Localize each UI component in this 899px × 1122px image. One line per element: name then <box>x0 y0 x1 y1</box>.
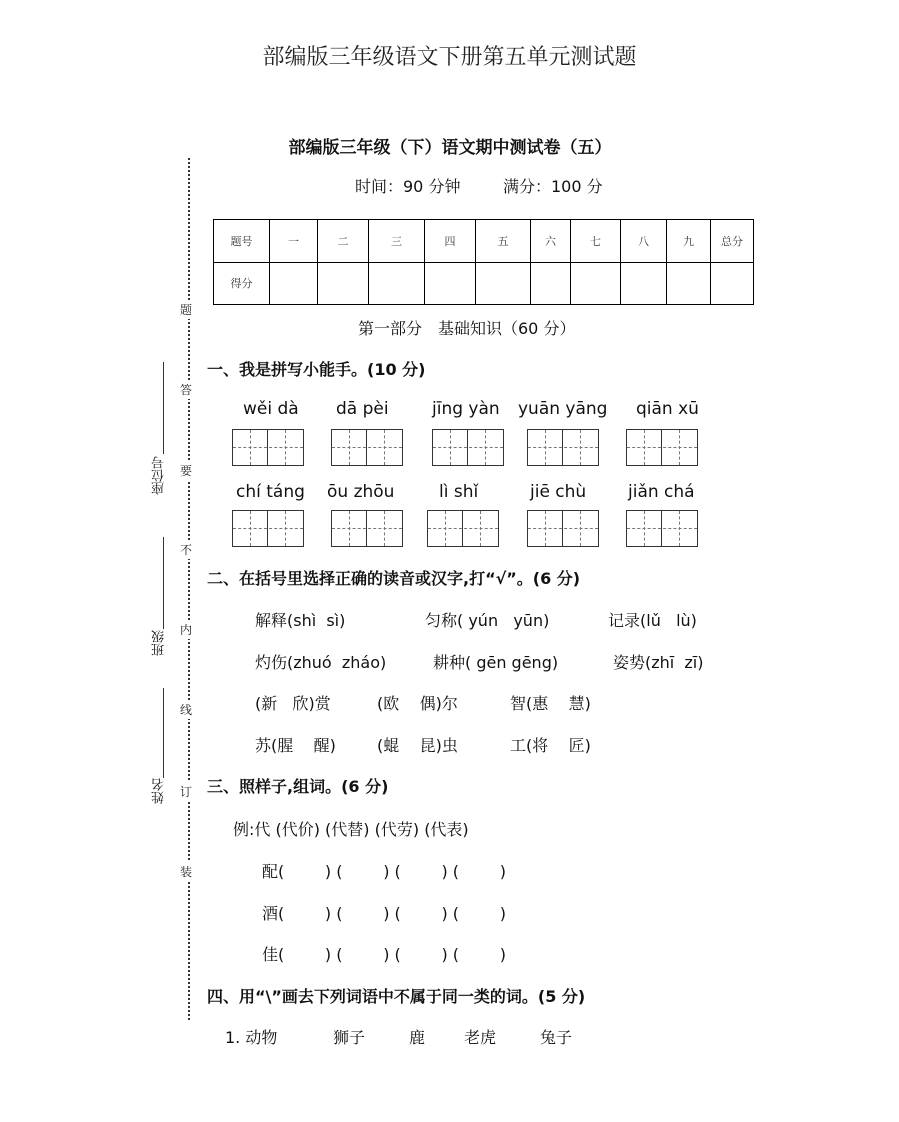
binding-char: 装 <box>180 862 192 881</box>
choice-item[interactable]: (蜫 昆)虫 <box>377 736 458 755</box>
q4-title: 四、用“\”画去下列词语中不属于同一类的词。(5 分) <box>207 987 586 1006</box>
score-cell[interactable] <box>621 262 667 305</box>
q4-word[interactable]: 兔子 <box>540 1028 573 1047</box>
q3-title: 三、照样子,组词。(6 分) <box>207 777 389 796</box>
exam-time: 时间：90 分钟 <box>355 177 461 196</box>
score-header-cell: 九 <box>667 220 711 263</box>
seat-number-label: 座位号 <box>152 456 167 495</box>
binding-char: 订 <box>180 782 192 801</box>
class-label: 班级 <box>152 630 167 656</box>
score-table <box>213 219 754 305</box>
q4-word[interactable]: 老虎 <box>464 1028 497 1047</box>
score-header-cell: 二 <box>318 220 369 263</box>
binding-char: 内 <box>180 620 192 639</box>
pinyin-label: jīng yàn <box>432 399 500 419</box>
writing-grid[interactable] <box>527 429 599 466</box>
writing-grid[interactable] <box>626 510 698 547</box>
binding-char: 线 <box>180 700 192 719</box>
word-blank-row[interactable]: 佳( ) ( ) ( ) ( ) <box>262 945 506 964</box>
binding-char: 答 <box>180 380 192 399</box>
score-cell[interactable] <box>571 262 621 305</box>
writing-grid[interactable] <box>527 510 599 547</box>
name-line <box>163 688 164 778</box>
class-line <box>163 537 164 629</box>
score-cell[interactable] <box>425 262 476 305</box>
score-cell[interactable] <box>531 262 571 305</box>
choice-item[interactable]: 工(将 匠) <box>510 736 591 755</box>
writing-grid[interactable] <box>432 429 504 466</box>
pinyin-label: jiē chù <box>530 482 587 502</box>
choice-item[interactable]: 解释(shì sì) <box>255 611 346 630</box>
part-one-title: 第一部分 基础知识（60 分） <box>358 319 576 338</box>
pinyin-label: jiǎn chá <box>628 482 695 502</box>
binding-char: 要 <box>180 461 192 480</box>
word-blank-row[interactable]: 酒( ) ( ) ( ) ( ) <box>262 904 506 923</box>
exam-full-score: 满分：100 分 <box>503 177 603 196</box>
score-cell[interactable] <box>667 262 711 305</box>
writing-grid[interactable] <box>626 429 698 466</box>
choice-item[interactable]: (欧 偶)尔 <box>377 694 458 713</box>
seat-number-line <box>163 362 164 454</box>
score-row-label: 得分 <box>214 262 270 305</box>
pinyin-label: ōu zhōu <box>327 482 395 502</box>
choice-item[interactable]: 苏(腥 醒) <box>255 736 336 755</box>
pinyin-label: wěi dà <box>243 399 299 419</box>
exam-title: 部编版三年级（下）语文期中测试卷（五） <box>288 138 612 158</box>
choice-item[interactable]: 智(惠 慧) <box>510 694 591 713</box>
binding-dotted-line <box>188 158 190 1020</box>
choice-item[interactable]: 姿势(zhī zī) <box>613 653 704 672</box>
q3-example: 例:代 (代价) (代替) (代劳) (代表) <box>233 820 469 839</box>
writing-grid[interactable] <box>331 510 403 547</box>
score-header-cell: 五 <box>476 220 531 263</box>
score-cell[interactable] <box>711 262 754 305</box>
score-header-cell: 七 <box>571 220 621 263</box>
score-header-cell: 八 <box>621 220 667 263</box>
binding-char: 不 <box>180 540 192 559</box>
q2-title: 二、在括号里选择正确的读音或汉字,打“√”。(6 分) <box>207 569 581 588</box>
score-header-cell: 三 <box>369 220 425 263</box>
pinyin-label: dā pèi <box>336 399 389 419</box>
score-header-cell: 六 <box>531 220 571 263</box>
choice-item[interactable]: 灼伤(zhuó zháo) <box>255 653 387 672</box>
pinyin-label: yuān yāng <box>518 399 608 419</box>
word-blank-row[interactable]: 配( ) ( ) ( ) ( ) <box>262 862 506 881</box>
score-header-cell: 题号 <box>214 220 270 263</box>
score-cell[interactable] <box>369 262 425 305</box>
choice-item[interactable]: 匀称( yún yūn) <box>425 611 550 630</box>
writing-grid[interactable] <box>427 510 499 547</box>
writing-grid[interactable] <box>232 510 304 547</box>
choice-item[interactable]: 记录(lǔ lù) <box>608 611 697 630</box>
choice-item[interactable]: 耕种( gēn gēng) <box>433 653 559 672</box>
score-cell[interactable] <box>318 262 369 305</box>
q1-title: 一、我是拼写小能手。(10 分) <box>207 360 426 379</box>
writing-grid[interactable] <box>232 429 304 466</box>
score-header-cell: 四 <box>425 220 476 263</box>
score-header-cell: 总分 <box>711 220 754 263</box>
q4-word[interactable]: 狮子 <box>333 1028 366 1047</box>
q4-word[interactable]: 鹿 <box>409 1028 426 1047</box>
score-cell[interactable] <box>270 262 318 305</box>
pinyin-label: chí táng <box>236 482 305 502</box>
pinyin-label: lì shǐ <box>439 482 479 502</box>
choice-item[interactable]: (新 欣)赏 <box>255 694 331 713</box>
pinyin-label: qiān xū <box>636 399 699 419</box>
score-cell[interactable] <box>476 262 531 305</box>
binding-char: 题 <box>180 300 192 319</box>
name-label: 姓名 <box>152 778 167 804</box>
writing-grid[interactable] <box>331 429 403 466</box>
score-header-cell: 一 <box>270 220 318 263</box>
q4-word: 1. 动物 <box>225 1028 278 1047</box>
page-title: 部编版三年级语文下册第五单元测试题 <box>262 45 637 70</box>
